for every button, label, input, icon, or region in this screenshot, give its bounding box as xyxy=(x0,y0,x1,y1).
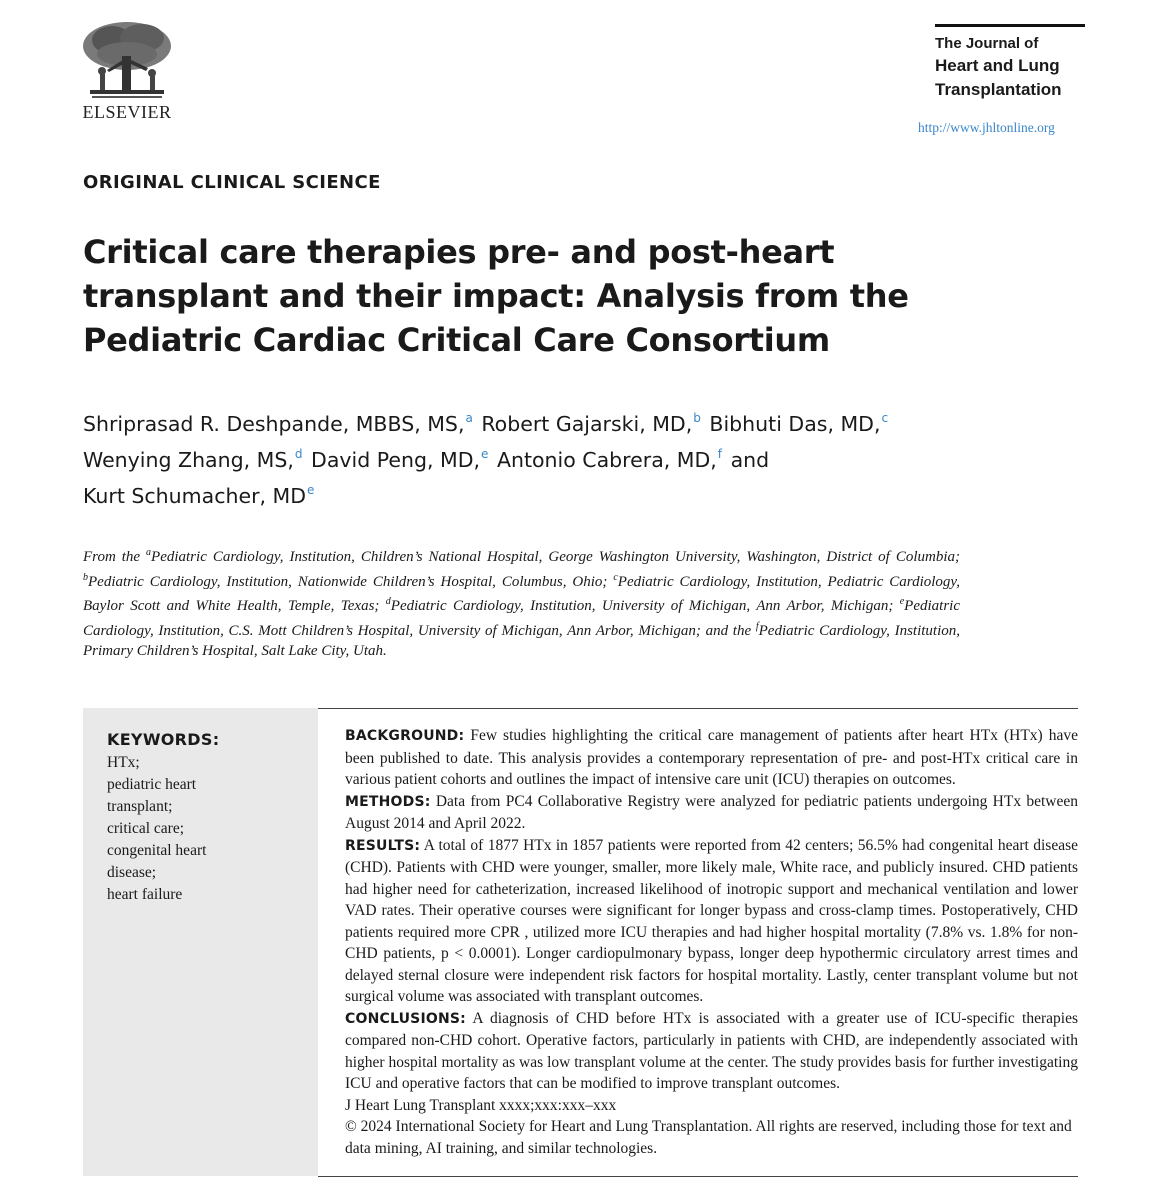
affiliation-marker: e xyxy=(899,596,905,607)
author-name: Shriprasad R. Deshpande, MBBS, MS, xyxy=(83,412,465,436)
abstract-methods xyxy=(345,791,1078,835)
article-title xyxy=(83,230,983,362)
keyword-item: heart failure xyxy=(107,886,183,903)
abstract-top-rule xyxy=(318,708,1078,709)
author-line xyxy=(83,439,1063,475)
affiliation-marker[interactable]: a xyxy=(465,411,473,425)
journal-url-link[interactable]: http://www.jhltonline.org xyxy=(918,120,1055,135)
title-line: Pediatric Cardiac Critical Care Consortium xyxy=(83,321,830,359)
abstract-conclusions xyxy=(345,1008,1078,1095)
journal-rule xyxy=(935,24,1085,27)
affiliation-b: Pediatric Cardiology, Institution, Nationwide Children’s Hospital, Columbus, Ohio; xyxy=(88,573,614,590)
keyword-item: pediatric heart xyxy=(107,776,197,793)
article-section-label: ORIGINAL CLINICAL SCIENCE xyxy=(83,172,381,193)
publisher-name: ELSEVIER xyxy=(82,102,172,122)
abstract-methods-label: METHODS: xyxy=(345,793,431,810)
affiliation-marker: a xyxy=(146,547,152,558)
abstract-background xyxy=(345,725,1078,791)
journal-name-line1: The Journal of xyxy=(935,35,1039,52)
author-name: Bibhuti Das, MD, xyxy=(709,412,881,436)
affiliation-marker: b xyxy=(83,571,88,583)
affiliation-marker[interactable]: e xyxy=(307,483,315,497)
keywords-box xyxy=(83,708,318,1176)
keyword-item: transplant; xyxy=(107,798,173,815)
affiliation-a: Pediatric Cardiology, Institution, Children’s National Hospital, George Washington University, Washington, District of Columbia; xyxy=(151,549,960,565)
keywords-list xyxy=(107,752,307,906)
abstract-background-label: BACKGROUND: xyxy=(345,728,465,744)
journal-name xyxy=(935,34,1085,102)
elsevier-logo xyxy=(72,18,182,122)
affiliation-marker[interactable]: e xyxy=(481,447,489,461)
journal-name-line2: Heart and Lung xyxy=(935,56,1060,75)
affiliation-marker: c xyxy=(613,571,618,583)
title-line: transplant and their impact: Analysis from the xyxy=(83,277,909,315)
abstract-conclusions-text: A diagnosis of CHD before HTx is associated with a greater use of ICU-specific therapies compared non-CHD cohort. Operative factors, particularly in patients with CHD, are independently associated with higher hospital mortality as was low transplant volume at the center. The study provides basis for further investigating ICU and operative factors that can be modified to improve transplant outcomes. xyxy=(345,1009,1078,1092)
abstract-background-text: Few studies highlighting the critical care management of patients after heart HTx (HTx) have been published to date. This analysis provides a contemporary representation of pre- and post-HTx critical care in various patient cohorts and outlines the impact of intensive care unit (ICU) therapies on outcomes. xyxy=(345,727,1078,788)
abstract xyxy=(345,725,1078,1159)
keywords-title: KEYWORDS: xyxy=(107,730,220,749)
author-name: Kurt Schumacher, MD xyxy=(83,484,307,508)
affiliations xyxy=(83,543,960,662)
abstract-citation: J Heart Lung Transplant xxxx;xxx:xxx–xxx xyxy=(345,1096,617,1114)
author-list xyxy=(83,403,1063,511)
author-line xyxy=(83,403,1063,439)
elsevier-tree-logo-icon xyxy=(72,18,182,102)
keyword-item: congenital heart xyxy=(107,842,207,859)
affiliation-marker[interactable]: f xyxy=(717,447,723,461)
journal-name-line3: Transplantation xyxy=(935,80,1062,99)
affiliation-marker: f xyxy=(755,620,759,632)
author-name: Robert Gajarski, MD, xyxy=(481,412,693,436)
affiliation-c: Pediatric Cardiology, Institution, Pediatric Cardiology, Baylor Scott and White Health, Temple, Texas; xyxy=(83,573,960,614)
abstract-results xyxy=(345,835,1078,1008)
keyword-item: disease; xyxy=(107,864,157,881)
affiliation-marker[interactable]: d xyxy=(294,447,303,461)
author-name: David Peng, MD, xyxy=(311,448,481,472)
affiliation-d: Pediatric Cardiology, Institution, University of Michigan, Ann Arbor, Michigan; xyxy=(390,598,900,614)
abstract-bottom-rule xyxy=(318,1176,1078,1177)
abstract-methods-text: Data from PC4 Collaborative Registry were analyzed for pediatric patients undergoing HTx between August 2014 and April 2022. xyxy=(345,792,1078,832)
abstract-results-label: RESULTS: xyxy=(345,837,421,854)
affiliation-e: Pediatric Cardiology, Institution, C.S. Mott Children’s Hospital, University of Michigan, Ann Arbor, Michigan; and the xyxy=(83,598,960,639)
keyword-item: HTx; xyxy=(107,754,140,771)
affiliation-marker: d xyxy=(385,596,391,607)
affiliation-intro: From the xyxy=(83,549,147,565)
affiliation-marker[interactable]: c xyxy=(881,411,889,425)
author-name: Antonio Cabrera, MD, xyxy=(496,448,717,472)
author-name: Wenying Zhang, MS, xyxy=(83,448,294,472)
author-line xyxy=(83,475,1063,511)
keyword-item: critical care; xyxy=(107,820,185,837)
affiliation-marker[interactable]: b xyxy=(693,411,701,425)
title-line: Critical care therapies pre- and post-heart xyxy=(83,233,835,271)
author-conjunction: and xyxy=(730,448,770,472)
abstract-conclusions-label: CONCLUSIONS: xyxy=(345,1010,466,1027)
affiliation-f: Pediatric Cardiology, Institution, Primary Children’s Hospital, Salt Lake City, Utah. xyxy=(83,622,960,659)
abstract-copyright: © 2024 International Society for Heart and Lung Transplantation. All rights are reserved, including those for text and data mining, AI training, and similar technologies. xyxy=(345,1118,1072,1157)
abstract-results-text: A total of 1877 HTx in 1857 patients were reported from 42 centers; 56.5% had congenital heart disease (CHD). Patients with CHD were younger, smaller, more likely male, White race, and publicly insured. CHD patients had higher need for catheterization, increased likelihood of inotropic support and mechanical ventilation and lower VAD rates. Their operative courses were significant for longer bypass and cross-clamp times. Postoperatively, CHD patients required more CPR , utilized more ICU therapies and had higher hospital mortality (7.8% vs. 1.8% for non-CHD patients, p < 0.0001). Longer cardiopulmonary bypass, longer deep hypothermic circulatory arrest times and delayed sternal closure were independent risk factors for hospital mortality. Lastly, center transplant volume but not surgical volume was associated with transplant outcomes. xyxy=(345,836,1078,1005)
